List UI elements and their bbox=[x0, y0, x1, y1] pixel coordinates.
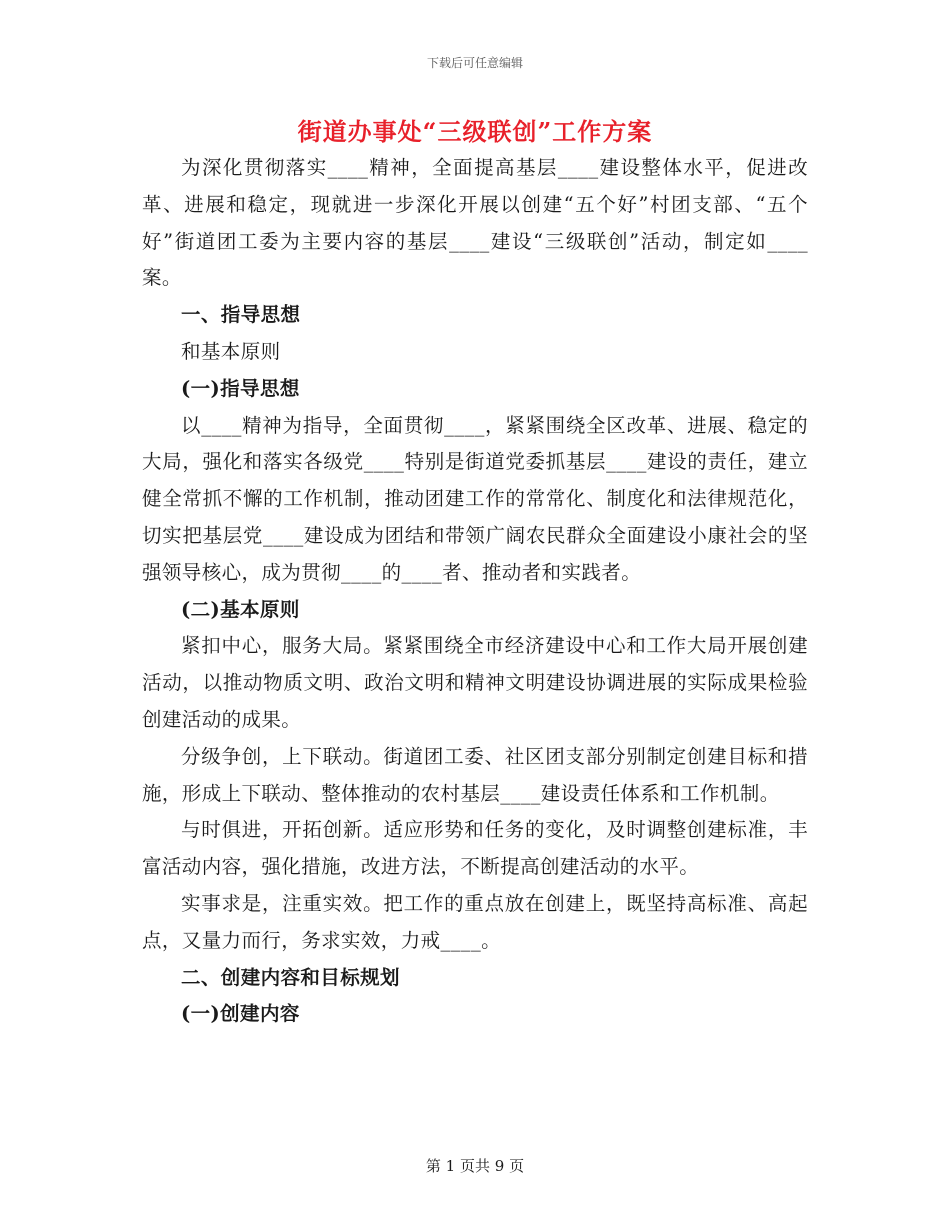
page-footer: 第 1 页共 9 页 bbox=[425, 1157, 525, 1175]
principle-paragraph: 与时俱进，开拓创新。适应形势和任务的变化，及时调整创建标准，丰富活动内容，强化措施，改进方法，不断提高创建活动的水平。 bbox=[142, 818, 808, 879]
principle-paragraph: 紧扣中心，服务大局。紧紧围绕全市经济建设中心和工作大局开展创建活动，以推动物质文明、政治文明和精神文明建设协调进展的实际成果检验创建活动的成果。 bbox=[142, 634, 808, 731]
document-body bbox=[142, 150, 808, 1033]
guiding-ideology-paragraph: 以____精神为指导，全面贯彻____，紧紧围绕全区改革、进展、稳定的大局，强化和落实各级党____特别是街道党委抓基层____建设的责任，建立健全常抓不懈的工作机制，推动团建工作的常常化、制度化和法律规范化，切实把基层党____建设成为团结和带领广阔农民群众全面建设小康社会的坚强领导核心，成为贯彻____的____者、推动者和实践者。 bbox=[142, 413, 808, 584]
intro-paragraph: 为深化贯彻落实____精神，全面提高基层____建设整体水平，促进改革、进展和稳定，现就进一步深化开展以创建“五个好”村团支部、“五个好”街道团工委为主要内容的基层____建设“三级联创”活动，制定如____案。 bbox=[142, 156, 808, 290]
document-title: 街道办事处“三级联创”工作方案 bbox=[297, 117, 653, 146]
header-note: 下载后可任意编辑 bbox=[426, 56, 523, 70]
section-subtitle-basic-principles: 和基本原则 bbox=[181, 339, 281, 363]
subsection-heading-content: (一)创建内容 bbox=[181, 1002, 300, 1026]
subsection-heading-basic-principles: (二)基本原则 bbox=[181, 597, 300, 621]
principle-paragraph: 实事求是，注重实效。把工作的重点放在创建上，既坚持高标准、高起点，又量力而行，务求实效，力戒____。 bbox=[142, 891, 808, 952]
subsection-heading-guiding-ideology: (一)指导思想 bbox=[181, 376, 300, 400]
principle-paragraph: 分级争创，上下联动。街道团工委、社区团支部分别制定创建目标和措施，形成上下联动、整体推动的农村基层____建设责任体系和工作机制。 bbox=[142, 744, 808, 805]
section-heading-content-and-goals: 二、创建内容和目标规划 bbox=[181, 965, 400, 989]
section-heading-guiding-ideology: 一、指导思想 bbox=[181, 303, 301, 327]
